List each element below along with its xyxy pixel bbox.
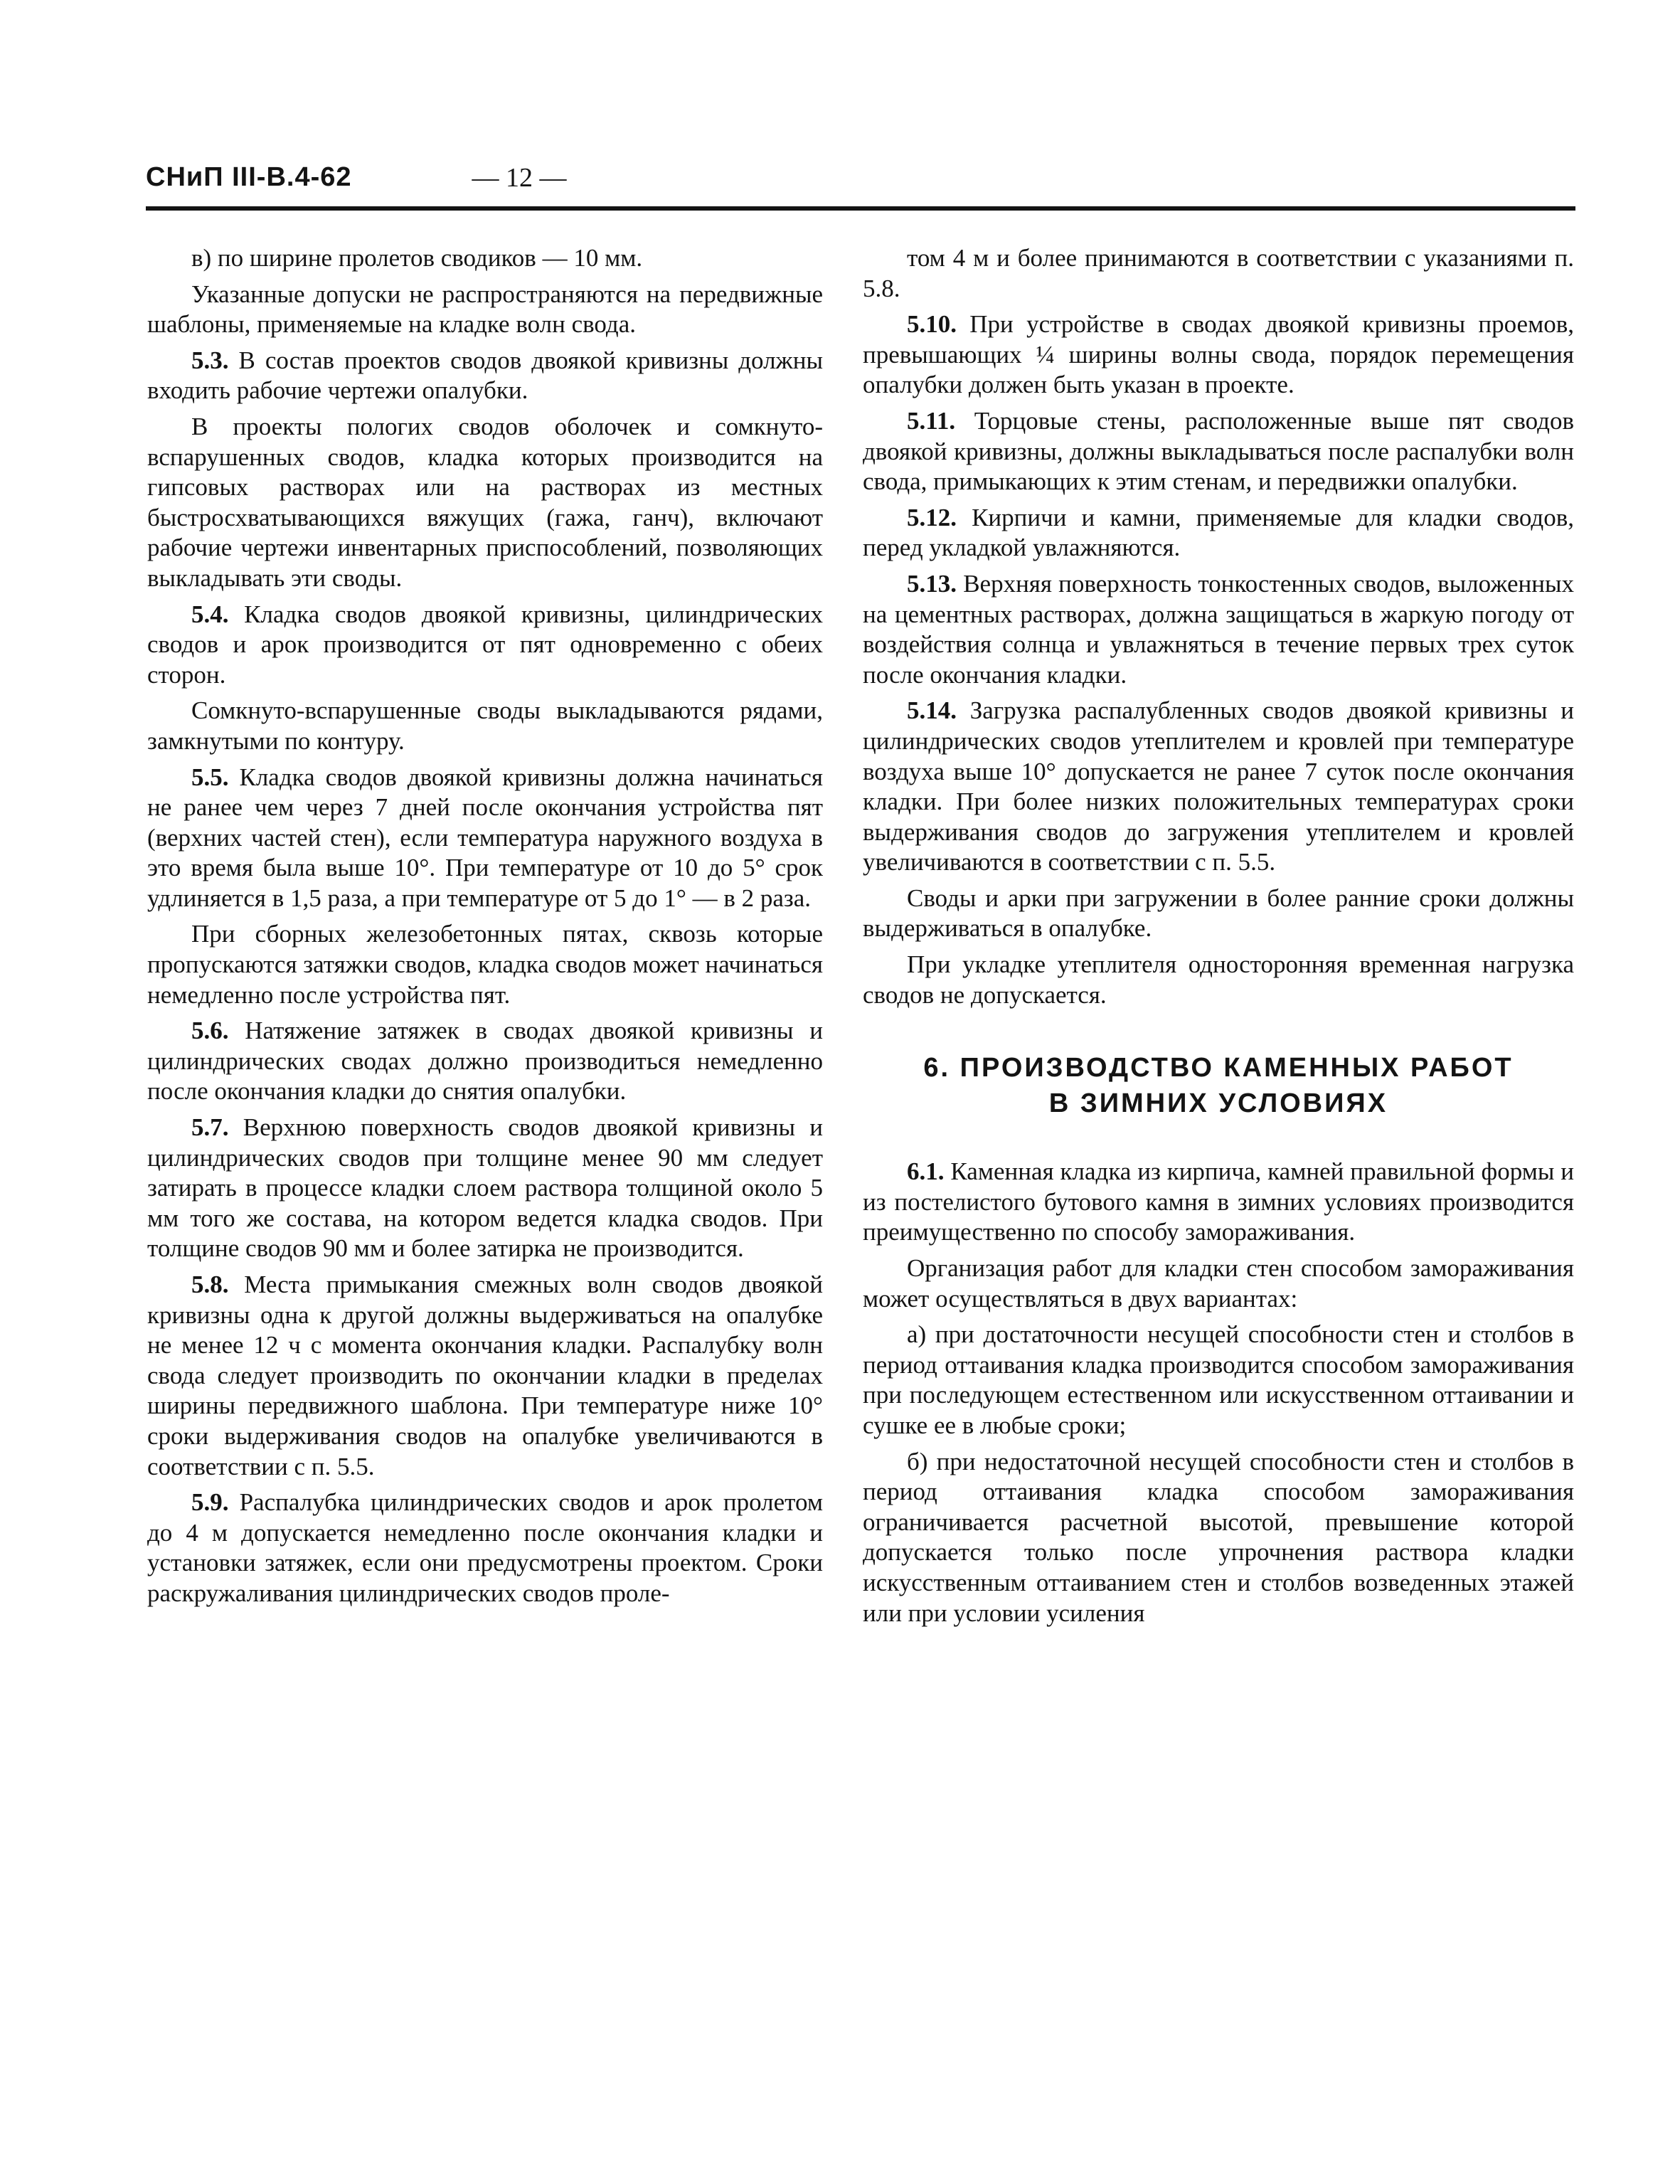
paragraph-text: в) по ширине пролетов сводиков — 10 мм.	[191, 244, 643, 272]
clause-number: 5.6.	[191, 1017, 229, 1045]
paragraph	[147, 1270, 823, 1482]
page-header	[146, 162, 1575, 205]
right-column	[863, 243, 1574, 1634]
paragraph	[147, 919, 823, 1010]
paragraph	[863, 569, 1574, 690]
clause-number: 5.10.	[907, 310, 957, 339]
paragraph-text: При сборных железобетонных пятах, сквозь которые пропускаются затяжки сводов, кладка сводов может начинаться немедленно после устройства пят.	[147, 920, 823, 1009]
header-rule	[146, 206, 1575, 211]
paragraph-text: Верхняя поверхность тонкостенных сводов, выложенных на цементных растворах, должна защищаться в жаркую погоду от воздействия солнца и увлажняться в течение первых трех суток после окончания кладки.	[863, 569, 1574, 689]
paragraph-text: Сомкнуто-вспарушенные своды выкладываются рядами, замкнутыми по контуру.	[147, 696, 823, 755]
paragraph	[147, 346, 823, 406]
paragraph-text: Распалубка цилиндрических сводов и арок пролетом до 4 м допускается немедленно после окончания кладки и установки затяжек, если они предусмотрены проектом. Сроки раскружаливания цилиндрических сводов проле-	[147, 1488, 823, 1607]
paragraph	[147, 696, 823, 756]
clause-number: 5.12.	[907, 503, 957, 531]
page-number: — 12 —	[472, 163, 567, 193]
paragraph	[863, 1447, 1574, 1629]
paragraph	[863, 1253, 1574, 1314]
paragraph-text: Торцовые стены, расположенные выше пят сводов двоякой кривизны, должны выкладываться после распалубки волн свода, примыкающих к этим стенам, и передвижки опалубки.	[863, 406, 1574, 496]
section-title-line1: 6. ПРОИЗВОДСТВО КАМЕННЫХ РАБОТ	[923, 1053, 1514, 1083]
paragraph-text: а) при достаточности несущей способности стен и столбов в период оттаивания кладка производится способом замораживания при последующем естественном или искусственном оттаивании и сушке ее в любые сроки;	[863, 1320, 1574, 1439]
clause-number: 5.4.	[191, 600, 229, 628]
clause-number: 5.3.	[191, 346, 229, 374]
clause-number: 6.1.	[907, 1157, 945, 1186]
section-title-line2: В ЗИМНИХ УСЛОВИЯХ	[1048, 1088, 1388, 1119]
section-heading	[863, 1050, 1574, 1121]
paragraph-text: том 4 м и более принимаются в соответствии с указаниями п. 5.8.	[863, 244, 1574, 302]
paragraph-text: В состав проектов сводов двоякой кривизны должны входить рабочие чертежи опалубки.	[147, 346, 823, 405]
paragraph	[863, 309, 1574, 401]
paragraph-text: Организация работ для кладки стен способом замораживания может осуществляться в двух вариантах:	[863, 1254, 1574, 1313]
paragraph-text: При устройстве в сводах двоякой кривизны проемов, превышающих ¼ ширины волны свода, порядок перемещения опалубки должен быть указан в проекте.	[863, 310, 1574, 399]
right-column-top	[863, 243, 1574, 1010]
paragraph	[863, 406, 1574, 497]
paragraph	[147, 243, 823, 274]
clause-number: 5.7.	[191, 1113, 229, 1142]
paragraph	[147, 600, 823, 691]
paragraph	[147, 280, 823, 340]
paragraph	[147, 763, 823, 914]
paragraph	[863, 950, 1574, 1010]
clause-number: 5.13.	[907, 569, 957, 598]
paragraph	[147, 412, 823, 594]
paragraph-text: Загрузка распалубленных сводов двоякой кривизны и цилиндрических сводов утеплителем и кровлей при температуре воздуха выше 10° допускается не ранее 7 суток после окончания кладки. При более низких положительных температурах сроки выдерживания сводов до загружения утеплителем и кровлей увеличиваются в соответствии с п. 5.5.	[863, 696, 1574, 876]
paragraph	[147, 1488, 823, 1608]
paragraph-text: При укладке утеплителя односторонняя временная нагрузка сводов не допускается.	[863, 950, 1574, 1009]
paragraph	[863, 1157, 1574, 1248]
paragraph-text: Указанные допуски не распространяются на передвижные шаблоны, применяемые на кладке волн свода.	[147, 280, 823, 339]
paragraph-text: Верхнюю поверхность сводов двоякой кривизны и цилиндрических сводов при толщине менее 90 мм следует затирать в процессе кладки слоем раствора толщиной около 5 мм того же состава, на котором ведется кладка сводов. При толщине сводов 90 мм и более затирка не производится.	[147, 1113, 823, 1263]
clause-number: 5.8.	[191, 1271, 229, 1298]
paragraph-text: Натяжение затяжек в сводах двоякой кривизны и цилиндрических сводах должно производиться немедленно после окончания кладки до снятия опалубки.	[147, 1017, 823, 1106]
paragraph	[863, 503, 1574, 563]
paragraph	[863, 696, 1574, 878]
paragraph-text: В проекты пологих сводов оболочек и сомкнуто-вспарушенных сводов, кладка которых производится на гипсовых растворах или на растворах из местных быстросхватывающихся вяжущих (гажа, ганч), включают рабочие чертежи инвентарных приспособлений, позволяющих выкладывать эти своды.	[147, 412, 823, 592]
clause-number: 5.11.	[907, 406, 956, 435]
document-code: СНиП III-В.4-62	[146, 162, 352, 192]
clause-number: 5.5.	[191, 763, 229, 791]
paragraph	[147, 1113, 823, 1264]
left-column	[147, 243, 823, 1615]
paragraph	[147, 1016, 823, 1107]
paragraph	[863, 1320, 1574, 1441]
paragraph-text: Своды и арки при загружении в более ранние сроки должны выдерживаться в опалубке.	[863, 884, 1574, 943]
paragraph-text: Каменная кладка из кирпича, камней правильной формы и из постелистого бутового камня в зимних условиях производится преимущественно по способу замораживания.	[863, 1157, 1574, 1246]
clause-number: 5.9.	[191, 1488, 229, 1517]
clause-number: 5.14.	[907, 696, 957, 725]
paragraph	[863, 243, 1574, 304]
paragraph-text: Кирпичи и камни, применяемые для кладки сводов, перед укладкой увлажняются.	[863, 503, 1574, 562]
paragraph	[863, 884, 1574, 944]
paragraph-text: Кладка сводов двоякой кривизны должна начинаться не ранее чем через 7 дней после окончания устройства пят (верхних частей стен), если температура наружного воздуха в это время была выше 10°. При температуре от 10 до 5° срок удлиняется в 1,5 раза, а при температуре от 5 до 1° — в 2 раза.	[147, 763, 824, 912]
right-column-bottom	[863, 1157, 1574, 1628]
paragraph-text: Места примыкания смежных волн сводов двоякой кривизны одна к другой должны выдерживаться на опалубке не менее 12 ч с момента окончания кладки. Распалубку волн свода следует производить по окончании кладки в пределах ширины передвижного шаблона. При температуре ниже 10° сроки выдерживания сводов на опалубке увеличиваются в соответствии с п. 5.5.	[147, 1271, 824, 1480]
paragraph-text: б) при недостаточной несущей способности стен и столбов в период оттаивания кладка способом замораживания ограничивается расчетной высотой, превышение которой допускается только после упрочнения раствора кладки искусственным оттаиванием стен и столбов возведенных этажей или при условии усиления	[863, 1447, 1574, 1627]
paragraph-text: Кладка сводов двоякой кривизны, цилиндрических сводов и арок производится от пят одновременно с обеих сторон.	[147, 600, 824, 689]
